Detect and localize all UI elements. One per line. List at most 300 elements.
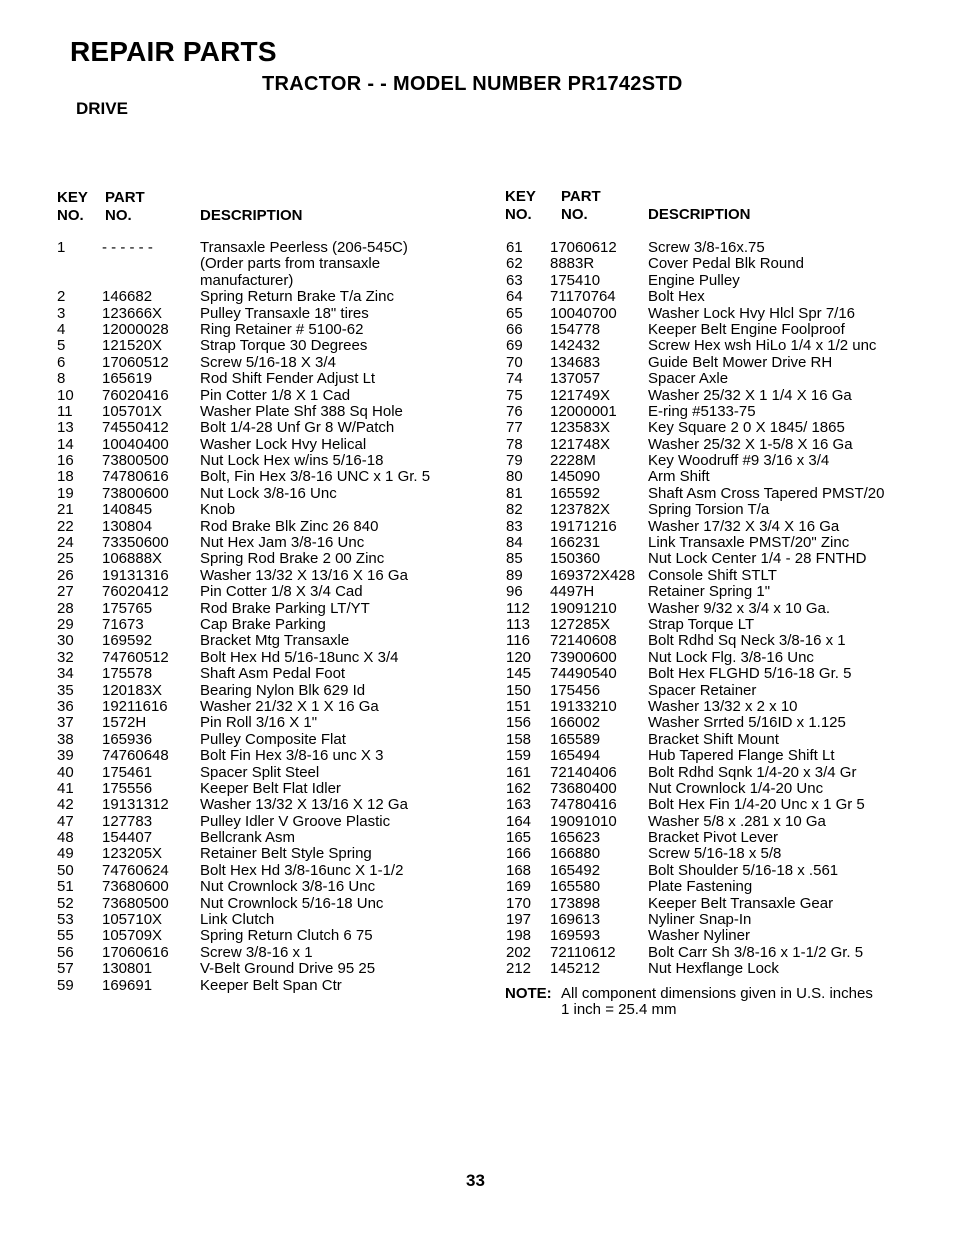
table-row — [57, 584, 477, 600]
key-number: 57 — [57, 960, 74, 978]
key-number: 49 — [57, 845, 74, 863]
part-description: Keeper Belt Span Ctr — [200, 976, 342, 994]
table-row — [57, 338, 477, 354]
part-number: 74490540 — [550, 665, 617, 683]
part-number: 73350600 — [102, 534, 169, 552]
part-number: 19171216 — [550, 517, 617, 535]
key-number: 47 — [57, 812, 74, 830]
part-description: Bolt Rdhd Sq Neck 3/8-16 x 1 — [648, 632, 846, 650]
page-subtitle: TRACTOR - - MODEL NUMBER PR1742STD — [262, 73, 683, 95]
part-number: 1572H — [102, 714, 147, 732]
table-row — [506, 814, 946, 830]
part-description: E-ring #5133-75 — [648, 402, 756, 420]
table-row — [506, 945, 946, 961]
table-row — [506, 633, 946, 649]
part-description: Nut Lock 3/8-16 Unc — [200, 484, 337, 502]
key-number: 56 — [57, 943, 74, 961]
part-description: Bellcrank Asm — [200, 829, 296, 847]
part-number: 72110612 — [550, 943, 616, 961]
part-description: Link Transaxle PMST/20" Zinc — [648, 534, 850, 552]
table-row — [506, 371, 946, 387]
part-description: Arm Shift — [648, 468, 710, 486]
part-description: Retainer Belt Style Spring — [200, 845, 372, 863]
table-row — [57, 683, 477, 699]
table-row — [57, 535, 477, 551]
table-row — [57, 732, 477, 748]
key-number: 76 — [506, 402, 523, 420]
part-description: Plate Fastening — [648, 878, 753, 896]
part-number: 71673 — [102, 615, 144, 633]
part-number: 175410 — [550, 271, 601, 289]
part-description: Rod Shift Fender Adjust Lt — [200, 370, 376, 388]
part-number: 165592 — [550, 484, 601, 502]
table-row — [57, 469, 477, 485]
part-number: 165623 — [550, 829, 601, 847]
table-row — [506, 912, 946, 928]
part-description: Pin Cotter 1/8 X 3/4 Cad — [200, 583, 363, 601]
part-description: Hub Tapered Flange Shift Lt — [648, 747, 835, 765]
table-row — [57, 306, 477, 322]
part-description: Bolt Hex — [648, 288, 705, 306]
part-description: Washer 17/32 X 3/4 X 16 Ga — [648, 517, 840, 535]
key-number: 84 — [506, 534, 523, 552]
part-number: 2228M — [550, 452, 596, 470]
table-row — [506, 289, 946, 305]
part-number: 73680400 — [550, 779, 617, 797]
key-number: 96 — [506, 583, 523, 601]
key-number: 166 — [506, 845, 532, 863]
part-number: 169372X428 — [550, 566, 636, 584]
left-parts-list — [57, 240, 477, 994]
table-row — [506, 879, 946, 895]
table-row — [57, 256, 477, 272]
part-number: 123782X — [550, 501, 611, 519]
part-description: Nut Crownlock 3/8-16 Unc — [200, 878, 376, 896]
key-number: 198 — [506, 927, 532, 945]
table-row — [57, 846, 477, 862]
part-description: Bolt Hex Hd 5/16-18unc X 3/4 — [200, 648, 399, 666]
part-number: 175456 — [550, 681, 601, 699]
key-number: 2 — [57, 288, 66, 306]
part-description: Spacer Split Steel — [200, 763, 320, 781]
key-number: 69 — [506, 337, 523, 355]
part-number: 10040400 — [102, 435, 169, 453]
key-number: 55 — [57, 927, 74, 945]
table-row — [506, 502, 946, 518]
table-row — [506, 306, 946, 322]
table-row — [506, 355, 946, 371]
part-number: 145090 — [550, 468, 601, 486]
part-number: 19133210 — [550, 697, 617, 715]
table-row — [57, 617, 477, 633]
key-number: 150 — [506, 681, 532, 699]
key-number: 26 — [57, 566, 74, 584]
table-row — [57, 551, 477, 567]
part-number: 120183X — [102, 681, 163, 699]
key-number: 65 — [506, 304, 523, 322]
table-row — [57, 650, 477, 666]
part-header: PART NO. — [561, 188, 601, 223]
part-number: 175578 — [102, 665, 153, 683]
key-number: 51 — [57, 878, 74, 896]
part-number: 123666X — [102, 304, 163, 322]
key-number: 53 — [57, 911, 74, 929]
part-description: Guide Belt Mower Drive RH — [648, 353, 833, 371]
part-number: 166231 — [550, 534, 601, 552]
table-row — [57, 699, 477, 715]
part-description: Bracket Pivot Lever — [648, 829, 779, 847]
part-number: 165619 — [102, 370, 153, 388]
key-number: 39 — [57, 747, 74, 765]
key-number: 16 — [57, 452, 74, 470]
part-description: Key Square 2 0 X 1845/ 1865 — [648, 419, 845, 437]
key-number: 37 — [57, 714, 74, 732]
part-number: 130804 — [102, 517, 153, 535]
key-number: 29 — [57, 615, 74, 633]
part-number: 140845 — [102, 501, 153, 519]
table-row — [57, 633, 477, 649]
key-number: 159 — [506, 747, 532, 765]
key-header: KEY NO. — [57, 189, 88, 224]
key-number: 21 — [57, 501, 74, 519]
right-parts-list — [506, 240, 946, 978]
part-number: 73680600 — [102, 878, 169, 896]
table-row — [57, 437, 477, 453]
key-number: 170 — [506, 894, 532, 912]
part-description: Spring Return Clutch 6 75 — [200, 927, 373, 945]
key-number: 35 — [57, 681, 74, 699]
key-number: 63 — [506, 271, 523, 289]
key-number: 10 — [57, 386, 74, 404]
part-number: 106888X — [102, 550, 163, 568]
part-description: Bolt Carr Sh 3/8-16 x 1-1/2 Gr. 5 — [648, 943, 864, 961]
key-number: 82 — [506, 501, 523, 519]
part-description: Washer 25/32 X 1 1/4 X 16 Ga — [648, 386, 852, 404]
key-number: 22 — [57, 517, 74, 535]
key-number: 78 — [506, 435, 523, 453]
table-row — [57, 371, 477, 387]
part-number: 166002 — [550, 714, 601, 732]
key-number: 158 — [506, 730, 532, 748]
part-description: Spring Rod Brake 2 00 Zinc — [200, 550, 385, 568]
key-number: 38 — [57, 730, 74, 748]
key-number: 8 — [57, 370, 66, 388]
key-number: 14 — [57, 435, 74, 453]
part-description: Nut Hex Jam 3/8-16 Unc — [200, 534, 365, 552]
part-number: 165580 — [550, 878, 601, 896]
key-number: 75 — [506, 386, 523, 404]
table-row — [57, 715, 477, 731]
part-description: Keeper Belt Transaxle Gear — [648, 894, 834, 912]
part-number: 17060616 — [102, 943, 169, 961]
part-number: 154407 — [102, 829, 153, 847]
key-number: 52 — [57, 894, 74, 912]
part-description: Shaft Asm Cross Tapered PMST/20 — [648, 484, 885, 502]
part-description: Pin Roll 3/16 X 1" — [200, 714, 318, 732]
part-number: 127783 — [102, 812, 153, 830]
note-label: NOTE: — [505, 985, 552, 1002]
part-number: 165589 — [550, 730, 601, 748]
part-number: 134683 — [550, 353, 601, 371]
key-number: 3 — [57, 304, 66, 322]
part-number: 72140608 — [550, 632, 617, 650]
part-description: Washer Srrted 5/16ID x 1.125 — [648, 714, 846, 732]
part-description: Bolt Fin Hex 3/8-16 unc X 3 — [200, 747, 384, 765]
part-description: Pin Cotter 1/8 X 1 Cad — [200, 386, 351, 404]
note-line: All component dimensions given in U.S. inches — [561, 985, 873, 1002]
part-number: 165492 — [550, 861, 601, 879]
part-number: 123583X — [550, 419, 611, 437]
part-description: Strap Torque 30 Degrees — [200, 337, 368, 355]
part-description: Bolt, Fin Hex 3/8-16 UNC x 1 Gr. 5 — [200, 468, 431, 486]
part-number: 173898 — [550, 894, 601, 912]
part-description: Engine Pulley — [648, 271, 740, 289]
part-description: (Order parts from transaxle — [200, 255, 381, 273]
key-number: 120 — [506, 648, 532, 666]
table-row — [57, 748, 477, 764]
page-number: 33 — [466, 1171, 485, 1190]
table-row — [57, 765, 477, 781]
part-number: 105701X — [102, 402, 163, 420]
part-number: 74760624 — [102, 861, 169, 879]
table-row — [506, 535, 946, 551]
part-number: 165936 — [102, 730, 153, 748]
key-number: 212 — [506, 960, 532, 978]
part-number: 12000028 — [102, 320, 169, 338]
table-row — [57, 568, 477, 584]
key-number: 18 — [57, 468, 74, 486]
table-row — [57, 879, 477, 895]
part-description: Pulley Transaxle 18" tires — [200, 304, 369, 322]
key-number: 163 — [506, 796, 532, 814]
part-description: Rod Brake Parking LT/YT — [200, 599, 370, 617]
part-description: Spacer Retainer — [648, 681, 757, 699]
part-number: 74760648 — [102, 747, 169, 765]
key-number: 197 — [506, 911, 532, 929]
table-row — [506, 469, 946, 485]
table-row — [506, 699, 946, 715]
key-number: 116 — [506, 632, 530, 650]
part-number: 127285X — [550, 615, 611, 633]
table-row — [506, 568, 946, 584]
part-description: Link Clutch — [200, 911, 275, 929]
key-number: 169 — [506, 878, 532, 896]
part-number: 123205X — [102, 845, 163, 863]
part-description: Washer Plate Shf 388 Sq Hole — [200, 402, 403, 420]
table-row — [57, 273, 477, 289]
table-row — [57, 961, 477, 977]
key-number: 145 — [506, 665, 532, 683]
part-description: Keeper Belt Engine Foolproof — [648, 320, 845, 338]
part-description: Washer 25/32 X 1-5/8 X 16 Ga — [648, 435, 853, 453]
key-number: 32 — [57, 648, 74, 666]
part-number: 17060612 — [550, 239, 617, 256]
table-row — [506, 601, 946, 617]
table-row — [57, 240, 477, 256]
part-description: manufacturer) — [200, 271, 294, 289]
part-number: 175765 — [102, 599, 153, 617]
key-number: 6 — [57, 353, 66, 371]
part-number: 4497H — [550, 583, 595, 601]
part-number: 74760512 — [102, 648, 169, 666]
key-number: 62 — [506, 255, 523, 273]
note-line: 1 inch = 25.4 mm — [561, 1001, 677, 1018]
section-title: DRIVE — [76, 99, 128, 118]
key-number: 11 — [57, 402, 73, 420]
part-description: Rod Brake Blk Zinc 26 840 — [200, 517, 379, 535]
key-number: 28 — [57, 599, 74, 617]
part-description: Bracket Mtg Transaxle — [200, 632, 350, 650]
table-row — [506, 486, 946, 502]
table-row — [57, 502, 477, 518]
table-row — [506, 338, 946, 354]
key-number: 79 — [506, 452, 523, 470]
part-description: Retainer Spring 1" — [648, 583, 771, 601]
key-number: 113 — [506, 615, 530, 633]
part-number: 165494 — [550, 747, 601, 765]
key-number: 151 — [506, 697, 532, 715]
description-header: DESCRIPTION — [648, 206, 751, 223]
key-number: 34 — [57, 665, 74, 683]
part-number: 73680500 — [102, 894, 169, 912]
part-description: Washer 9/32 x 3/4 x 10 Ga. — [648, 599, 831, 617]
table-row — [506, 896, 946, 912]
part-description: Knob — [200, 501, 236, 519]
key-number: 74 — [506, 370, 523, 388]
table-row — [57, 896, 477, 912]
part-description: Transaxle Peerless (206-545C) — [200, 239, 408, 256]
key-number: 48 — [57, 829, 74, 847]
part-number: 19091210 — [550, 599, 617, 617]
part-description: Washer 13/32 x 2 x 10 — [648, 697, 798, 715]
table-row — [506, 240, 946, 256]
part-description: Screw 3/8-16x.75 — [648, 239, 765, 256]
table-row — [57, 519, 477, 535]
part-number: 169592 — [102, 632, 153, 650]
part-number: 10040700 — [550, 304, 617, 322]
table-row — [57, 289, 477, 305]
key-number: 161 — [506, 763, 532, 781]
part-number: 72140406 — [550, 763, 617, 781]
key-number: 168 — [506, 861, 532, 879]
part-number: 175461 — [102, 763, 153, 781]
part-description: Nut Crownlock 5/16-18 Unc — [200, 894, 384, 912]
description-header: DESCRIPTION — [200, 207, 303, 224]
key-number: 83 — [506, 517, 523, 535]
table-row — [506, 519, 946, 535]
part-description: Washer 21/32 X 1 X 16 Ga — [200, 697, 379, 715]
part-number: 19211616 — [102, 697, 168, 715]
table-row — [506, 404, 946, 420]
table-row — [57, 814, 477, 830]
part-number: 137057 — [550, 370, 601, 388]
table-row — [506, 388, 946, 404]
part-description: Nut Crownlock 1/4-20 Unc — [648, 779, 824, 797]
part-header: PART NO. — [105, 189, 145, 224]
table-row — [57, 486, 477, 502]
key-number: 42 — [57, 796, 74, 814]
part-number: 150360 — [550, 550, 601, 568]
part-number: - - - - - - — [102, 239, 153, 256]
part-number: 121748X — [550, 435, 611, 453]
table-row — [506, 322, 946, 338]
key-number: 66 — [506, 320, 523, 338]
part-description: Washer 13/32 X 13/16 X 12 Ga — [200, 796, 408, 814]
part-description: Bracket Shift Mount — [648, 730, 779, 748]
table-row — [506, 256, 946, 272]
table-row — [506, 683, 946, 699]
key-number: 50 — [57, 861, 74, 879]
part-number: 74550412 — [102, 419, 169, 437]
table-row — [506, 584, 946, 600]
part-number: 73800500 — [102, 452, 169, 470]
part-description: Console Shift STLT — [648, 566, 777, 584]
part-description: Bolt Hex FLGHD 5/16-18 Gr. 5 — [648, 665, 852, 683]
part-description: Screw Hex wsh HiLo 1/4 x 1/2 unc — [648, 337, 877, 355]
part-description: Nut Lock Center 1/4 - 28 FNTHD — [648, 550, 867, 568]
part-description: Nut Hexflange Lock — [648, 960, 779, 978]
key-number: 41 — [57, 779, 74, 797]
part-number: 19131312 — [102, 796, 169, 814]
table-row — [57, 453, 477, 469]
part-description: Shaft Asm Pedal Foot — [200, 665, 346, 683]
part-description: Nut Lock Flg. 3/8-16 Unc — [648, 648, 814, 666]
part-description: Bolt Shoulder 5/16-18 x .561 — [648, 861, 839, 879]
table-row — [506, 846, 946, 862]
part-number: 76020412 — [102, 583, 169, 601]
part-description: Washer Nyliner — [648, 927, 750, 945]
key-number: 40 — [57, 763, 74, 781]
part-description: Bolt Hex Fin 1/4-20 Unc x 1 Gr 5 — [648, 796, 865, 814]
table-row — [57, 388, 477, 404]
table-row — [506, 437, 946, 453]
part-description: Bearing Nylon Blk 629 Id — [200, 681, 366, 699]
part-description: Washer 5/8 x .281 x 10 Ga — [648, 812, 826, 830]
part-description: Cap Brake Parking — [200, 615, 326, 633]
table-row — [506, 765, 946, 781]
part-description: Bolt 1/4-28 Unf Gr 8 W/Patch — [200, 419, 395, 437]
part-number: 169593 — [550, 927, 601, 945]
key-number: 77 — [506, 419, 523, 437]
key-number: 13 — [57, 419, 74, 437]
part-number: 142432 — [550, 337, 601, 355]
key-number: 30 — [57, 632, 74, 650]
table-row — [57, 978, 477, 994]
table-row — [57, 912, 477, 928]
part-number: 169613 — [550, 911, 601, 929]
key-number: 80 — [506, 468, 523, 486]
table-row — [506, 928, 946, 944]
part-description: Pulley Idler V Groove Plastic — [200, 812, 391, 830]
part-number: 71170764 — [550, 288, 616, 306]
table-row — [506, 666, 946, 682]
key-number: 24 — [57, 534, 74, 552]
part-description: Strap Torque LT — [648, 615, 755, 633]
part-number: 17060512 — [102, 353, 169, 371]
table-row — [57, 945, 477, 961]
table-row — [57, 928, 477, 944]
part-description: Spring Torsion T/a — [648, 501, 770, 519]
key-number: 112 — [506, 599, 530, 617]
table-row — [506, 551, 946, 567]
key-number: 89 — [506, 566, 523, 584]
table-row — [506, 748, 946, 764]
table-row — [57, 666, 477, 682]
table-row — [506, 863, 946, 879]
part-number: 121749X — [550, 386, 611, 404]
key-number: 59 — [57, 976, 74, 994]
part-description: Keeper Belt Flat Idler — [200, 779, 341, 797]
